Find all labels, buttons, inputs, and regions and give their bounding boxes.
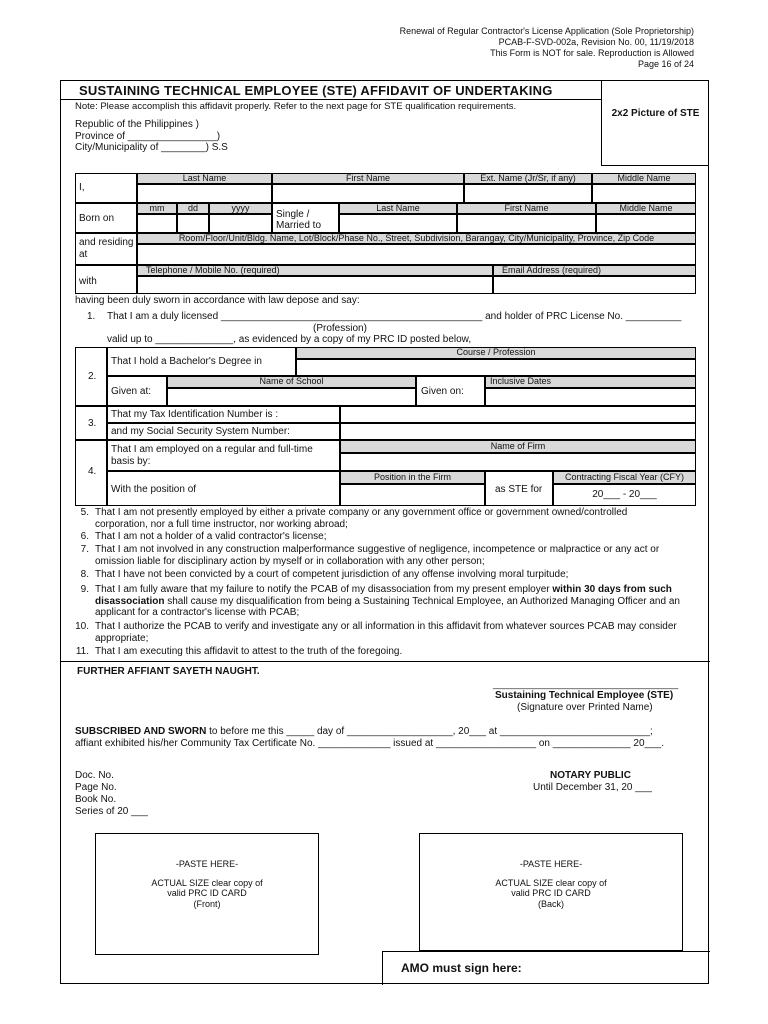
cfy-header: Contracting Fiscal Year (CFY) (553, 471, 696, 484)
mm-header: mm (137, 203, 177, 214)
header-reproduction-note: This Form is NOT for sale. Reproduction is Allowed (490, 48, 694, 58)
item-9: 9. That I am fully aware that my failure to notify the PCAB of my disassociation from my present employer within 30 days from such disassociation shall cause my disqualification from being a Sustaining Technical Employee, an Authorized Managing Officer and an applicant for a contractor's license with PCAB; (80, 584, 680, 619)
as-ste-cell (485, 471, 553, 506)
cfy-value: 20___ - 20___ (592, 489, 657, 500)
ext-name-field[interactable] (464, 184, 592, 203)
born-label-cell (75, 203, 137, 233)
address-field[interactable] (137, 244, 696, 265)
spouse-last-name-header: Last Name (339, 203, 457, 214)
venue-city: City/Municipality of ________) S.S (75, 142, 228, 153)
employed-label: That I am employed on a regular and full-time basis by: (111, 444, 313, 467)
item-6: 6. That I am not a holder of a valid contractor's license; (80, 531, 327, 542)
spouse-last-name-field[interactable] (339, 214, 457, 233)
sss-label-cell (107, 423, 340, 440)
email-header: Email Address (required) (493, 265, 696, 276)
sworn-statement: having been duly sworn in accordance with law depose and say: (75, 295, 360, 306)
item-1-text: That I am a duly licensed _______________________________________________ and holder of PRC License No. __________ (107, 311, 682, 322)
sss-label: and my Social Security System Number: (111, 426, 290, 437)
amo-label: AMO must sign here: (401, 961, 522, 975)
affidavit-title: SUSTAINING TECHNICAL EMPLOYEE (STE) AFFIDAVIT OF UNDERTAKING (79, 83, 553, 98)
as-ste-label: as STE for (495, 484, 543, 495)
item-4-number-cell: 4. (75, 440, 107, 506)
school-field[interactable] (167, 388, 416, 406)
position-header: Position in the Firm (340, 471, 485, 484)
degree-label-cell (107, 347, 296, 376)
item-5: 5. That I am not presently employed by either a private company or any government office or government owned/controlled corporation, nor a full time instructor, nor working abroad; (80, 507, 628, 530)
item-10: 10. That I authorize the PCAB to verify and investigate any or all information in this affidavit from whatever sources PCAB may consider appropriate; (75, 621, 677, 644)
picture-label: 2x2 Picture of STE (611, 108, 700, 119)
paste-back-box[interactable]: -PASTE HERE- ACTUAL SIZE clear copy of valid PRC ID CARD (Back) (419, 833, 683, 951)
ctc-line: affiant exhibited his/her Community Tax Certificate No. _____________ issued at __________________ on ______________ 20___. (75, 738, 664, 749)
birth-day-field[interactable] (177, 214, 209, 233)
residing-label-cell (75, 233, 137, 265)
inclusive-dates-field[interactable] (485, 388, 696, 406)
header-form-code: PCAB-F-SVD-002a, Revision No. 00, 11/19/2018 (498, 37, 694, 47)
venue-republic: Republic of the Philippines ) (75, 119, 199, 130)
phone-field[interactable] (137, 276, 493, 294)
position-label: With the position of (111, 484, 197, 495)
notary-title: NOTARY PUBLIC (550, 770, 631, 781)
given-on-cell (416, 376, 485, 406)
with-label-cell (75, 265, 137, 294)
course-header: Course / Profession (296, 347, 696, 359)
course-field[interactable] (296, 359, 696, 376)
cfy-field[interactable] (553, 484, 696, 506)
divider (61, 661, 710, 662)
signature-line[interactable]: _____________________________________ (493, 679, 679, 689)
first-name-field[interactable] (272, 184, 464, 203)
degree-label: That I hold a Bachelor's Degree in (111, 356, 262, 367)
middle-name-header: Middle Name (592, 173, 696, 184)
doc-register: Doc. No. Page No. Book No. Series of 20 ___ (75, 770, 148, 817)
yyyy-header: yyyy (209, 203, 272, 214)
tin-field[interactable] (340, 406, 696, 423)
middle-name-field[interactable] (592, 184, 696, 203)
item-3-number-cell: 3. (75, 406, 107, 440)
header-form-title: Renewal of Regular Contractor's License Application (Sole Proprietorship) (399, 26, 694, 36)
given-at-label: Given at: (111, 386, 152, 397)
paste-front-box[interactable]: -PASTE HERE- ACTUAL SIZE clear copy of valid PRC ID CARD (Front) (95, 833, 319, 955)
given-at-cell (107, 376, 167, 406)
first-name-header: First Name (272, 173, 464, 184)
item-11: 11. That I am executing this affidavit to attest to the truth of the foregoing. (75, 646, 403, 657)
item-1-profession-caption: (Profession) (313, 323, 367, 334)
last-name-field[interactable] (137, 184, 272, 203)
phone-header: Telephone / Mobile No. (required) (137, 265, 493, 276)
spouse-first-name-header: First Name (457, 203, 596, 214)
tin-label: That my Tax Identification Number is : (111, 409, 279, 420)
item-1-valid: valid up to ______________, as evidenced by a copy of my PRC ID posted below, (107, 334, 472, 345)
firm-header: Name of Firm (340, 440, 696, 453)
spouse-middle-name-field[interactable] (596, 214, 696, 233)
dd-header: dd (177, 203, 209, 214)
item-8: 8. That I have not been convicted by a court of competent jurisdiction of any offense involving moral turpitude; (80, 569, 569, 580)
further-affiant: FURTHER AFFIANT SAYETH NAUGHT. (77, 666, 260, 677)
title-row (61, 81, 601, 100)
single-married-cell (272, 203, 339, 233)
position-field[interactable] (340, 484, 485, 506)
venue-province: Province of ________________) (75, 130, 221, 142)
single-married-label: Single / Married to (276, 209, 322, 231)
birth-year-field[interactable] (209, 214, 272, 233)
with-label: with (79, 276, 97, 287)
notary-until: Until December 31, 20 ___ (533, 782, 652, 793)
signature-title: Sustaining Technical Employee (STE) (495, 690, 674, 701)
ext-name-header: Ext. Name (Jr/Sr, if any) (464, 173, 592, 184)
amo-signature-box[interactable] (382, 951, 710, 985)
page-header (400, 26, 694, 70)
signature-subtitle: (Signature over Printed Name) (517, 702, 653, 713)
item-2-number-cell: 2. (75, 347, 107, 406)
spouse-first-name-field[interactable] (457, 214, 596, 233)
item-7: 7. That I am not involved in any construction malperformance suggestive of negligence, incompetence or malpractice or any act or omission liable for disciplinary action by myself or in collaboration with any other person; (80, 544, 660, 567)
sss-field[interactable] (340, 423, 696, 440)
last-name-header: Last Name (137, 173, 272, 184)
venue-block (75, 119, 228, 154)
header-page-number: Page 16 of 24 (637, 59, 694, 69)
instruction-note: Note: Please accomplish this affidavit properly. Refer to the next page for STE qualification requirements. (75, 101, 517, 112)
born-label: Born on (79, 213, 115, 224)
picture-box[interactable] (601, 81, 709, 166)
spouse-middle-name-header: Middle Name (596, 203, 696, 214)
item-1-number: 1. (87, 311, 96, 322)
employed-label-cell (107, 440, 340, 471)
school-header: Name of School (167, 376, 416, 388)
birth-month-field[interactable] (137, 214, 177, 233)
dates-header: Inclusive Dates (485, 376, 696, 388)
i-label-cell (75, 173, 137, 203)
email-field[interactable] (493, 276, 696, 294)
firm-field[interactable] (340, 453, 696, 471)
affidavit-frame (60, 80, 709, 984)
position-label-cell (107, 471, 340, 506)
i-label: I, (79, 182, 85, 193)
address-header: Room/Floor/Unit/Bldg. Name, Lot/Block/Phase No., Street, Subdivision, Barangay, City/Municipality, Province, Zip Code (137, 233, 696, 244)
residing-label: and residing at (79, 237, 134, 260)
tin-label-cell (107, 406, 340, 423)
given-on-label: Given on: (421, 386, 464, 397)
subscribed-sworn: SUBSCRIBED AND SWORN to before me this _____ day of ___________________, 20___ at ___________________________; (75, 726, 653, 737)
